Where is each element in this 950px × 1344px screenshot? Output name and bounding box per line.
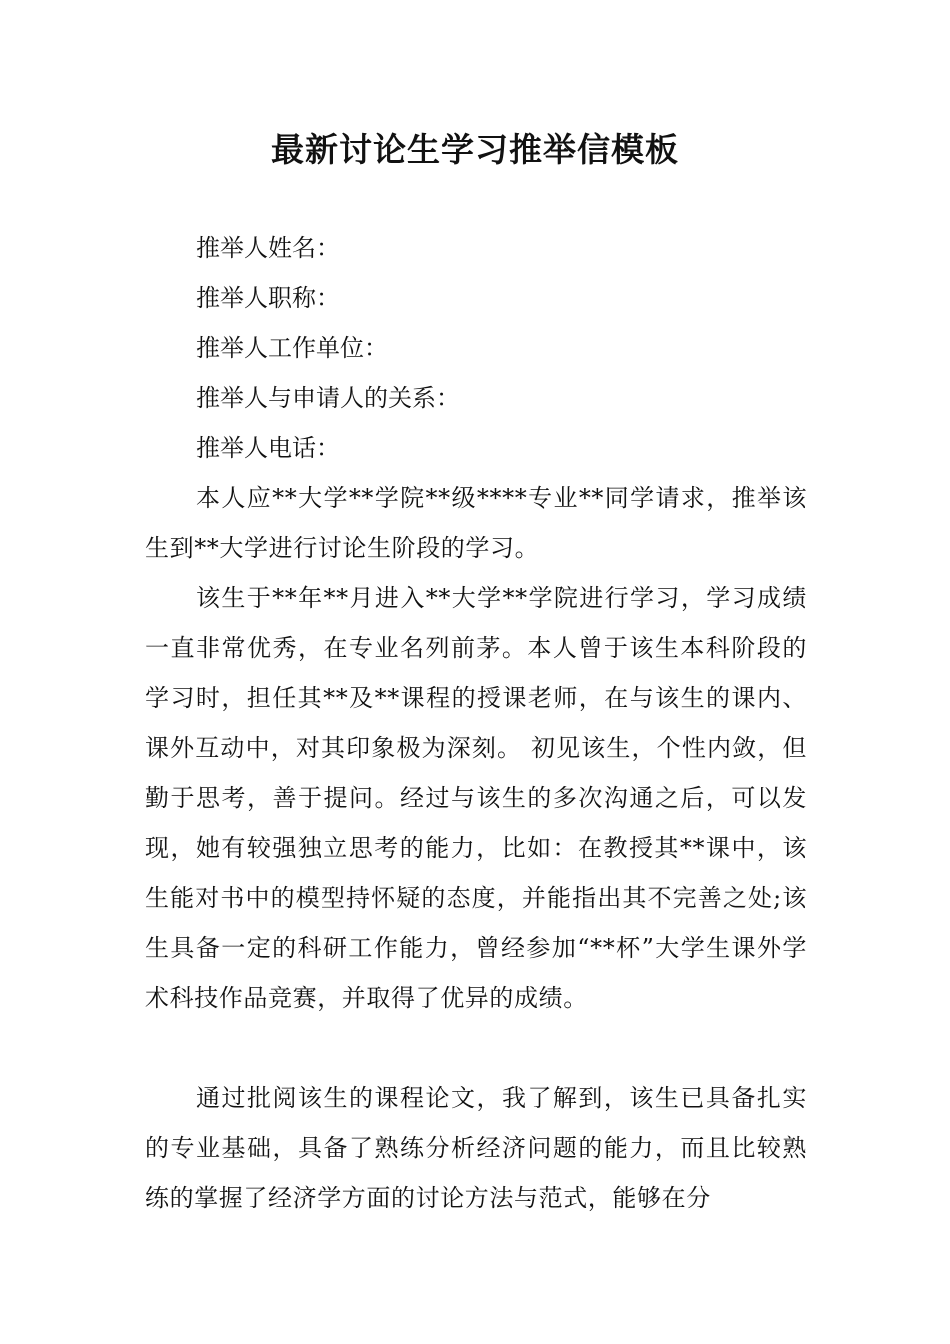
recommender-relationship-field: 推举人与申请人的关系：: [196, 384, 460, 412]
recommender-name-field: 推举人姓名：: [196, 234, 340, 262]
recommender-phone-field: 推举人电话：: [196, 434, 340, 462]
paragraph-evaluation: 该生于**年**月进入**大学**学院进行学习，学习成绩一直非常优秀，在专业名列前茅。本人曾于该生本科阶段的学习时，担任其**及**课程的授课老师，在与该生的课内、课外互动中，对其印象极为深刻。 初见该生，个性内敛，但勤于思考，善于提问。经过与该生的多次沟通之后，可以发现，她有较强独立思考的能力，比如：在教授其**课中，该生能对书中的模型持怀疑的态度，并能指出其不完善之处;该生具备一定的科研工作能力，曾经参加“**杯”大学生课外学术科技作品竞赛，并取得了优异的成绩。: [145, 584, 807, 1012]
document-title: 最新讨论生学习推举信模板: [271, 130, 679, 169]
recommender-employer-field: 推举人工作单位：: [196, 334, 388, 362]
paragraph-coursework: 通过批阅该生的课程论文，我了解到，该生已具备扎实的专业基础，具备了熟练分析经济问题的能力，而且比较熟练的掌握了经济学方面的讨论方法与范式，能够在分: [145, 1084, 807, 1212]
recommender-title-field: 推举人职称：: [196, 284, 340, 312]
paragraph-request: 本人应**大学**学院**级****专业**同学请求，推举该生到**大学进行讨论生阶段的学习。: [145, 484, 807, 562]
